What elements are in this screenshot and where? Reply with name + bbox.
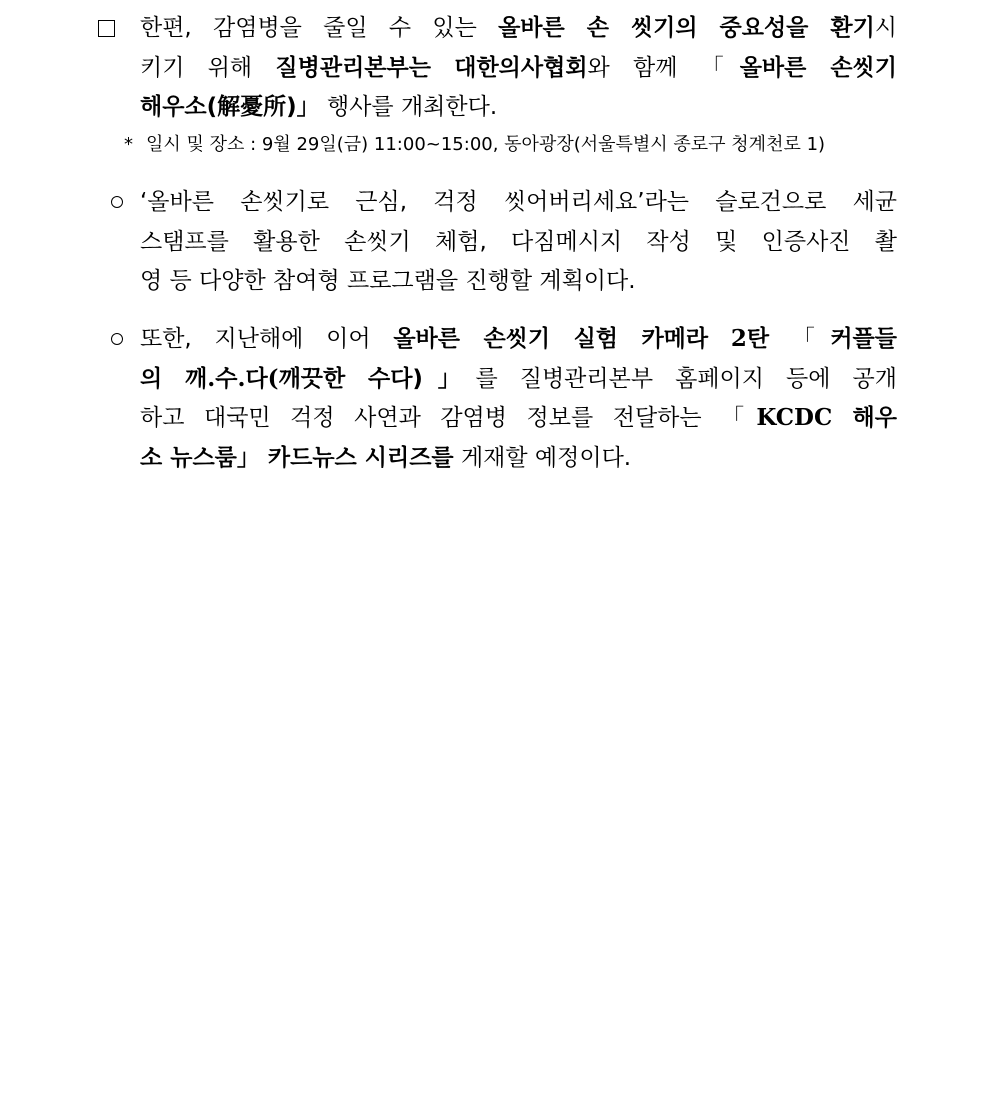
hanja-text: 解憂所 [217, 93, 287, 120]
text-span: 를 질병관리본부 홈페이지 등에 공개 [475, 366, 897, 392]
serif-dot: . [237, 365, 246, 392]
bold-text: 해우 [832, 405, 897, 431]
text-line [140, 442, 897, 474]
text-line [140, 52, 897, 84]
kcdc-text: KCDC [756, 404, 833, 431]
text-span: 행사를 개최한다. [319, 94, 498, 120]
serif-dot: . [207, 365, 216, 392]
text-line [140, 363, 897, 395]
bold-text: 질병관리본부는 [275, 55, 431, 81]
bold-text: 깨끗한 수다 [278, 366, 413, 392]
serif-number: 2 [730, 325, 747, 352]
bold-text: 올바른 손씻기 실험 카메라 [393, 326, 709, 352]
note-text: 일시 및 장소 : 9월 29일(금) 11:00~15:00, 동아광장(서울특별시 종로구 청계천로 1) [146, 134, 826, 155]
text-span: 또한, 지난해에 이어 [140, 326, 394, 352]
text-span: 시 [874, 15, 898, 41]
square-bullet-icon [98, 20, 115, 37]
bold-text: 수 [215, 366, 238, 392]
bold-text: 해우소( [140, 94, 218, 120]
text-line [140, 323, 897, 355]
text-line [140, 12, 897, 44]
text-span: 와 함께 「 [587, 55, 740, 81]
bold-text: 소 뉴스룸」 카드뉴스 시리즈를 [140, 445, 454, 471]
bold-text: 다 [245, 366, 268, 392]
bold-text: 올바른 손씻기 [739, 55, 897, 81]
bold-text: 올바른 손 씻기의 중요성을 환기 [498, 15, 875, 41]
text-span: 「 [769, 326, 831, 352]
text-line: 영 등 다양한 참여형 프로그램을 진행할 계획이다. [140, 268, 636, 294]
text-line: 스탬프를 활용한 손씻기 체험, 다짐메시지 작성 및 인증사진 촬 [140, 229, 897, 255]
circle-bullet-icon [111, 333, 123, 345]
bold-text: 탄 [746, 326, 770, 352]
text-span: 키기 위해 [140, 55, 276, 81]
text-span: 게재할 예정이다. [453, 445, 632, 471]
asterisk-marker: * [124, 134, 133, 155]
circle-bullet-icon [111, 196, 123, 208]
bold-text: )」 [286, 94, 320, 120]
bold-text: 의 깨 [140, 366, 208, 392]
bold-text: )」 [412, 366, 476, 392]
text-span: 한편, 감염병을 줄일 수 있는 [140, 15, 499, 41]
text-span [708, 326, 731, 352]
text-line: ‘올바른 손씻기로 근심, 걱정 씻어버리세요’라는 슬로건으로 세균 [140, 189, 897, 215]
text-span [431, 55, 454, 81]
serif-paren: ( [267, 365, 279, 392]
bold-text: 커플들 [830, 326, 897, 352]
text-line [140, 402, 897, 434]
schedule-note [124, 132, 897, 158]
text-line [140, 91, 897, 123]
text-span: 하고 대국민 걱정 사연과 감염병 정보를 전달하는 「 [140, 405, 757, 431]
bold-text: 대한의사협회 [454, 55, 588, 81]
